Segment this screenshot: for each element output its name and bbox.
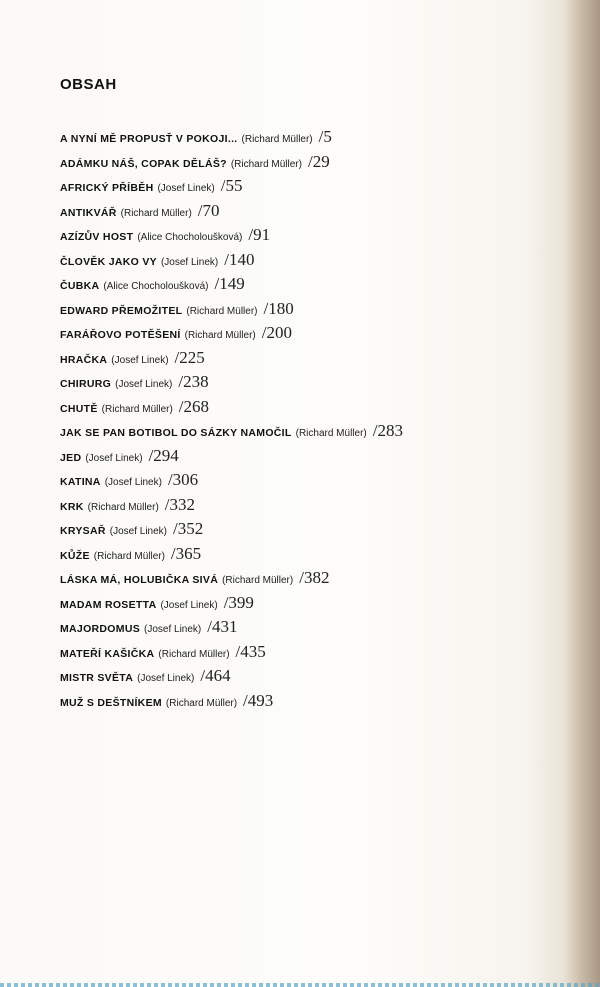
entry-author: (Richard Müller) [222, 575, 294, 586]
entry-page-number: /180 [263, 298, 294, 318]
entry-author: (Josef Linek) [85, 452, 143, 464]
entry-page-number: /238 [178, 372, 209, 391]
entry-author: (Alice Chocholoušková) [103, 281, 209, 292]
entry-title: JED [60, 451, 82, 464]
toc-entry [60, 689, 403, 714]
entry-title: KRYSAŘ [60, 525, 106, 537]
entry-page-number: /283 [372, 421, 403, 440]
entry-page-number: /306 [167, 470, 199, 489]
entry-author: (Josef Linek) [160, 256, 219, 268]
entry-page-number: /493 [243, 690, 274, 710]
entry-page-number: /200 [261, 323, 292, 342]
toc-entry [60, 542, 403, 567]
entry-page-number: /352 [173, 519, 204, 538]
entry-page-number: /91 [248, 225, 271, 244]
entry-author: (Richard Müller) [158, 648, 230, 660]
table-of-contents [60, 125, 403, 713]
entry-author: (Richard Müller) [93, 550, 165, 562]
entry-author: (Josef Linek) [115, 379, 173, 390]
entry-author: (Richard Müller) [186, 305, 258, 317]
entry-author: (Josef Linek) [104, 477, 162, 488]
entry-page-number: /332 [164, 494, 196, 514]
entry-author: (Richard Müller) [230, 158, 302, 170]
entry-title: AZÍZŮV HOST [60, 231, 134, 243]
entry-page-number: /435 [235, 641, 266, 661]
entry-page-number: /29 [307, 151, 330, 171]
toc-entry [60, 174, 403, 199]
entry-title: FARÁŘOVO POTĚŠENÍ [60, 329, 181, 341]
entry-page-number: /70 [197, 200, 220, 220]
entry-page-number: /225 [174, 347, 205, 367]
entry-page-number: /140 [224, 249, 255, 269]
page-bottom-edge [0, 983, 600, 987]
toc-entry [60, 223, 403, 248]
entry-author: (Josef Linek) [160, 599, 218, 611]
toc-entry [60, 468, 403, 493]
entry-author: (Richard Müller) [165, 697, 238, 709]
toc-entry [60, 395, 403, 420]
entry-title: AFRICKÝ PŘÍBĚH [60, 182, 154, 194]
entry-title: ČUBKA [60, 280, 100, 292]
toc-entry [60, 615, 403, 640]
entry-author: (Richard Müller) [120, 207, 192, 219]
entry-title: CHUTĚ [60, 402, 98, 415]
entry-title: ČLOVĚK JAKO VY [60, 255, 157, 268]
entry-author: (Richard Müller) [87, 501, 159, 513]
entry-page-number: /5 [318, 127, 332, 146]
toc-entry [60, 370, 403, 395]
entry-title: EDWARD PŘEMOŽITEL [60, 304, 183, 317]
entry-author: (Alice Chocholoušková) [137, 232, 243, 243]
entry-author: (Josef Linek) [109, 526, 167, 537]
entry-title: CHIRURG [60, 378, 112, 390]
entry-title: KATINA [60, 476, 101, 488]
entry-author: (Richard Müller) [101, 403, 173, 415]
toc-entry [60, 150, 403, 175]
entry-title: ADÁMKU NÁŠ, COPAK DĚLÁŠ? [60, 157, 227, 170]
entry-title: JAK SE PAN BOTIBOL DO SÁZKY NAMOČIL [60, 427, 292, 439]
toc-entry [60, 493, 403, 518]
entry-author: (Richard Müller) [295, 428, 367, 439]
toc-entry [60, 517, 403, 542]
entry-title: KRK [60, 500, 84, 513]
entry-author: (Josef Linek) [144, 624, 202, 635]
entry-page-number: /55 [220, 176, 243, 195]
entry-page-number: /431 [207, 617, 238, 636]
toc-entry [60, 346, 403, 371]
entry-title: MAJORDOMUS [60, 623, 141, 635]
entry-title: A NYNÍ MĚ PROPUSŤ V POKOJI... [60, 133, 238, 145]
toc-entry [60, 248, 403, 273]
toc-entry [60, 640, 403, 665]
entry-title: MUŽ S DEŠTNÍKEM [60, 696, 162, 709]
entry-page-number: /464 [200, 666, 231, 685]
entry-page-number: /365 [170, 543, 202, 563]
entry-author: (Josef Linek) [111, 354, 169, 366]
toc-entry [60, 444, 403, 469]
entry-title: ANTIKVÁŘ [60, 206, 117, 219]
entry-title: KŮŽE [60, 549, 90, 562]
toc-entry [60, 321, 403, 346]
entry-author: (Josef Linek) [157, 183, 215, 194]
toc-heading: OBSAH [60, 76, 117, 93]
toc-entry [60, 125, 403, 150]
entry-page-number: /399 [223, 592, 254, 612]
entry-page-number: /294 [148, 445, 179, 465]
toc-entry [60, 272, 403, 297]
toc-entry [60, 566, 403, 591]
entry-author: (Richard Müller) [184, 330, 256, 341]
entry-page-number: /149 [214, 274, 245, 293]
toc-entry [60, 664, 403, 689]
entry-title: MADAM ROSETTA [60, 598, 157, 611]
entry-author: (Richard Müller) [241, 134, 313, 145]
entry-page-number: /268 [178, 396, 210, 416]
entry-title: MISTR SVĚTA [60, 672, 134, 684]
entry-author: (Josef Linek) [137, 673, 195, 684]
toc-entry [60, 591, 403, 616]
toc-entry [60, 199, 403, 224]
toc-entry [60, 419, 403, 444]
entry-page-number: /382 [299, 568, 330, 587]
entry-title: MATEŘÍ KAŠIČKA [60, 647, 155, 660]
entry-title: LÁSKA MÁ, HOLUBIČKA SIVÁ [60, 574, 219, 586]
entry-title: HRAČKA [60, 353, 108, 366]
toc-entry [60, 297, 403, 322]
